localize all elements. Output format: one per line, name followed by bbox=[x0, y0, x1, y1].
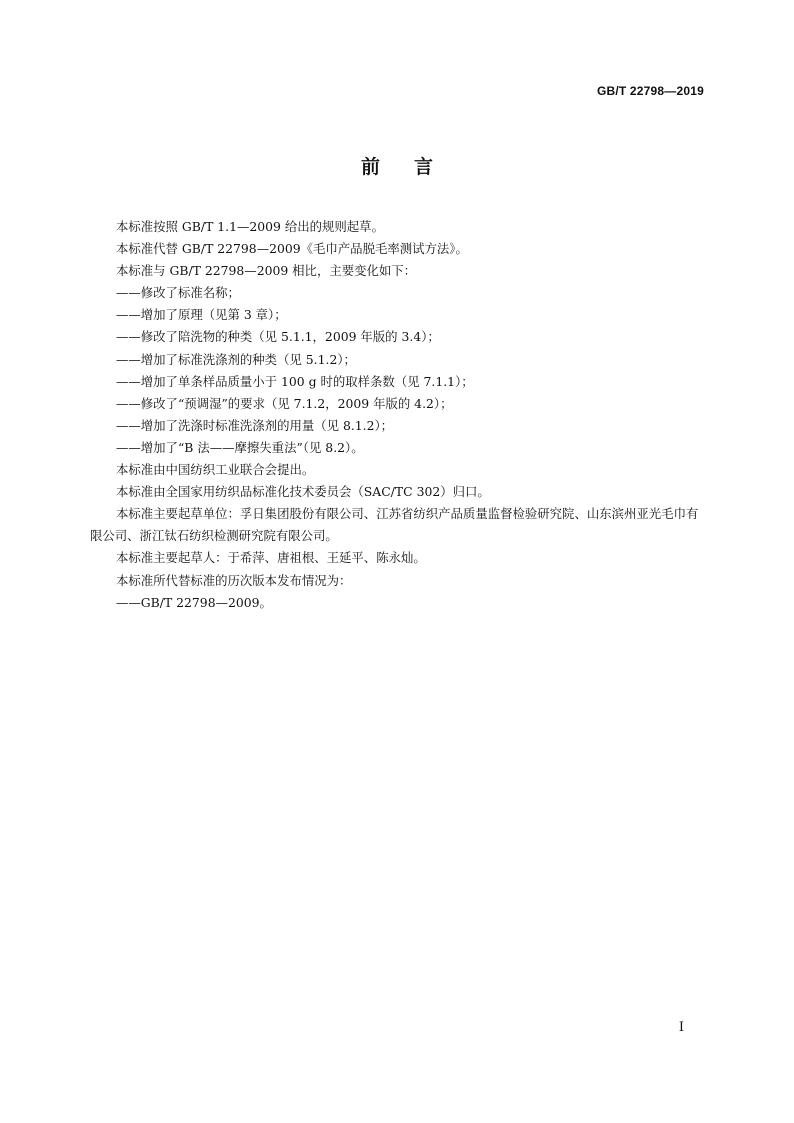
change-item: ——增加了原理（见第 3 章）； bbox=[116, 307, 287, 323]
page-number: I bbox=[678, 1020, 684, 1035]
previous-edition-item: ——GB/T 22798—2009。 bbox=[116, 594, 272, 610]
change-item: ——修改了陪洗物的种类（见 5.1.1，2009 年版的 3.4）； bbox=[116, 329, 440, 345]
paragraph-drafting-rules: 本标准按照 GB/T 1.1—2009 给出的规则起草。 bbox=[116, 219, 384, 234]
paragraph-drafting-organizations: 本标准主要起草单位：孚日集团股份有限公司、江苏省纺织产品质量监督检验研究院、山东滨州亚光毛巾有限公司、浙江钛石纺织检测研究院有限公司。 bbox=[90, 506, 699, 544]
change-item: ——增加了洗涤时标准洗涤剂的用量（见 8.1.2）； bbox=[116, 417, 394, 433]
change-item: ——增加了“B 法——摩擦失重法”（见 8.2）。 bbox=[116, 439, 364, 455]
change-item: ——修改了“预调湿”的要求（见 7.1.2，2009 年版的 4.2）； bbox=[116, 395, 453, 411]
standard-number-header: GB/T 22798—2019 bbox=[596, 84, 704, 98]
change-item: ——修改了标准名称； bbox=[116, 285, 240, 301]
paragraph-replaces: 本标准代替 GB/T 22798—2009《毛巾产品脱毛率测试方法》。 bbox=[116, 241, 468, 257]
paragraph-previous-editions: 本标准所代替标准的历次版本发布情况为： bbox=[116, 572, 352, 588]
foreword-title: 前言 bbox=[360, 156, 467, 178]
paragraph-changes-intro: 本标准与 GB/T 22798—2009 相比，主要变化如下： bbox=[116, 263, 417, 279]
foreword-body bbox=[90, 216, 704, 614]
paragraph-proposed-by: 本标准由中国纺织工业联合会提出。 bbox=[116, 462, 315, 478]
paragraph-drafters: 本标准主要起草人：于希萍、唐祖根、王延平、陈永灿。 bbox=[116, 550, 426, 566]
change-item: ——增加了单条样品质量小于 100 g 时的取样条数（见 7.1.1）； bbox=[116, 373, 474, 389]
paragraph-under-jurisdiction: 本标准由全国家用纺织品标准化技术委员会（SAC/TC 302）归口。 bbox=[116, 484, 490, 500]
change-item: ——增加了标准洗涤剂的种类（见 5.1.2）； bbox=[116, 351, 356, 367]
